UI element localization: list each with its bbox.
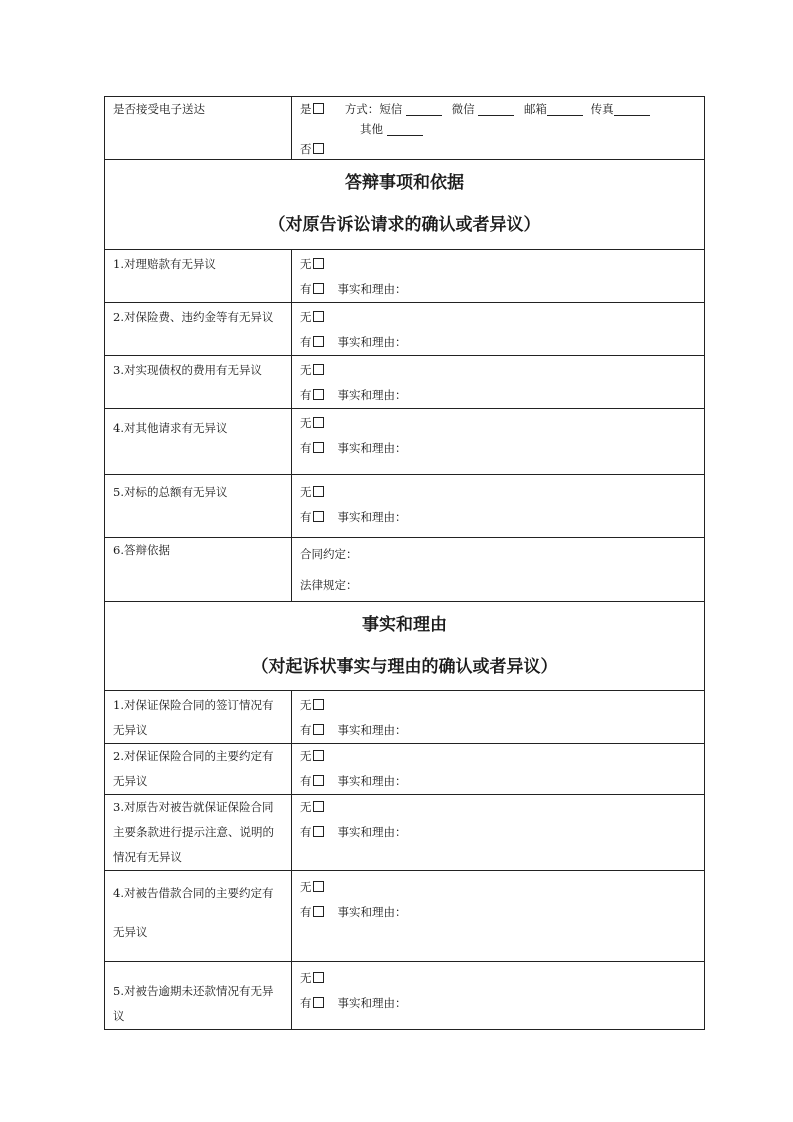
facts-label: 事实和理由： [337,282,407,296]
law-label: 法律规定： [300,578,358,592]
has-checkbox[interactable] [313,389,324,400]
none-checkbox[interactable] [313,972,324,983]
section1-row-answer-cell [292,409,705,475]
none-checkbox[interactable] [313,486,324,497]
section2-row-label-line: 3.对原告对被告就保证保险合同 [113,800,274,814]
electronic-service-label-cell [105,97,292,160]
none-checkbox[interactable] [313,364,324,375]
section2-row-answer-cell [292,744,705,795]
has-checkbox[interactable] [313,826,324,837]
section1-row-label: 2.对保险费、违约金等有无异议 [113,310,274,324]
section1-row-label: 5.对标的总额有无异议 [113,485,228,499]
has-checkbox[interactable] [313,442,324,453]
has-checkbox[interactable] [313,906,324,917]
none-label: 无 [300,800,312,814]
sms-field[interactable] [406,103,442,116]
none-label: 无 [300,310,312,324]
electronic-other-line [300,119,698,139]
section2-row-label-cell [105,795,292,871]
facts-label: 事实和理由： [337,441,407,455]
has-checkbox[interactable] [313,724,324,735]
section2-row-5 [105,962,705,1030]
defense-form-table [104,96,705,1030]
none-checkbox[interactable] [313,258,324,269]
section1-row-label: 3.对实现债权的费用有无异议 [113,363,262,377]
section2-row-label-line: 主要条款进行提示注意、说明的 [113,825,274,839]
has-label: 有 [300,996,312,1010]
none-checkbox[interactable] [313,699,324,710]
section1-title: 答辩事项和依据 [345,173,464,193]
contract-label: 合同约定： [300,547,358,561]
section1-row-label: 4.对其他请求有无异议 [113,421,228,435]
electronic-service-label: 是否接受电子送达 [113,102,205,116]
section1-row-5 [105,475,705,538]
none-checkbox[interactable] [313,311,324,322]
has-label: 有 [300,905,312,919]
electronic-no-line [300,139,698,159]
section2-row-1 [105,691,705,744]
has-label: 有 [300,723,312,737]
section1-row-label-cell [105,250,292,303]
none-label: 无 [300,416,312,430]
section1-row-label-cell [105,475,292,538]
section2-row-label-cell [105,871,292,962]
section2-header-cell [105,602,705,691]
section1-row-3 [105,356,705,409]
section2-row-label-line: 议 [113,1009,125,1023]
has-label: 有 [300,774,312,788]
section2-row-label-line: 情况有无异议 [113,850,182,864]
electronic-service-options-cell [292,97,705,160]
has-label: 有 [300,388,312,402]
section1-row-label: 1.对理赔款有无异议 [113,257,216,271]
no-label: 否 [300,142,312,156]
none-label: 无 [300,880,312,894]
none-label: 无 [300,257,312,271]
electronic-service-row [105,97,705,160]
has-checkbox[interactable] [313,283,324,294]
no-checkbox[interactable] [313,143,324,154]
none-checkbox[interactable] [313,881,324,892]
section1-row-label-cell [105,409,292,475]
fax-field[interactable] [614,103,650,116]
section1-row-1 [105,250,705,303]
none-label: 无 [300,971,312,985]
other-field[interactable] [387,123,423,136]
section1-row-answer-cell [292,356,705,409]
has-label: 有 [300,335,312,349]
section1-row-answer-cell [292,250,705,303]
has-label: 有 [300,282,312,296]
yes-label: 是 [300,102,312,116]
email-label: 邮箱 [523,102,547,116]
wechat-field[interactable] [478,103,514,116]
section2-row-answer-cell [292,962,705,1030]
section2-row-3 [105,795,705,871]
wechat-label: 微信 [451,102,475,116]
section2-row-label-line: 5.对被告逾期未还款情况有无异 [113,984,274,998]
facts-label: 事实和理由： [337,825,407,839]
section2-row-2 [105,744,705,795]
section2-row-label-line: 无异议 [113,925,148,939]
section1-row-label-cell [105,356,292,409]
has-label: 有 [300,510,312,524]
has-checkbox[interactable] [313,997,324,1008]
yes-checkbox[interactable] [313,103,324,114]
section2-subtitle: （对起诉状事实与理由的确认或者异议） [251,657,558,677]
section1-row-answer-cell [292,475,705,538]
facts-label: 事实和理由： [337,335,407,349]
section1-header-cell [105,160,705,250]
none-label: 无 [300,749,312,763]
section2-row-label-line: 1.对保证保险合同的签订情况有 [113,698,274,712]
has-checkbox[interactable] [313,336,324,347]
section2-title: 事实和理由 [362,615,447,635]
facts-label: 事实和理由： [337,510,407,524]
section2-row-label-cell [105,744,292,795]
section1-row-2 [105,303,705,356]
method-label: 方式： [344,102,380,116]
section2-row-label-line: 4.对被告借款合同的主要约定有 [113,886,274,900]
none-label: 无 [300,363,312,377]
has-label: 有 [300,825,312,839]
fax-label: 传真 [590,102,614,116]
none-label: 无 [300,698,312,712]
section1-row-4 [105,409,705,475]
email-field[interactable] [547,103,583,116]
section1-row-label-cell [105,303,292,356]
facts-label: 事实和理由： [337,723,407,737]
sms-label: 短信 [379,102,403,116]
section2-row-label-line: 2.对保证保险合同的主要约定有 [113,749,274,763]
facts-label: 事实和理由： [337,996,407,1010]
has-checkbox[interactable] [313,511,324,522]
basis-answer-cell [292,538,705,602]
section2-row-answer-cell [292,795,705,871]
section2-row-label-cell [105,691,292,744]
section2-row-label-line: 无异议 [113,774,148,788]
other-label: 其他 [360,122,383,136]
none-checkbox[interactable] [313,750,324,761]
none-checkbox[interactable] [313,801,324,812]
section2-row-4 [105,871,705,962]
section2-row-label-cell [105,962,292,1030]
facts-label: 事实和理由： [337,905,407,919]
facts-label: 事实和理由： [337,774,407,788]
none-label: 无 [300,485,312,499]
none-checkbox[interactable] [313,417,324,428]
section2-row-label-line: 无异议 [113,723,148,737]
section1-header-row [105,160,705,250]
electronic-yes-line [300,99,698,119]
basis-label-cell [105,538,292,602]
section1-row-answer-cell [292,303,705,356]
facts-label: 事实和理由： [337,388,407,402]
section2-row-answer-cell [292,691,705,744]
has-checkbox[interactable] [313,775,324,786]
basis-label: 6.答辩依据 [113,543,170,557]
has-label: 有 [300,441,312,455]
section1-subtitle: （对原告诉讼请求的确认或者异议） [268,215,541,235]
section2-header-row [105,602,705,691]
section2-row-answer-cell [292,871,705,962]
section1-basis-row [105,538,705,602]
